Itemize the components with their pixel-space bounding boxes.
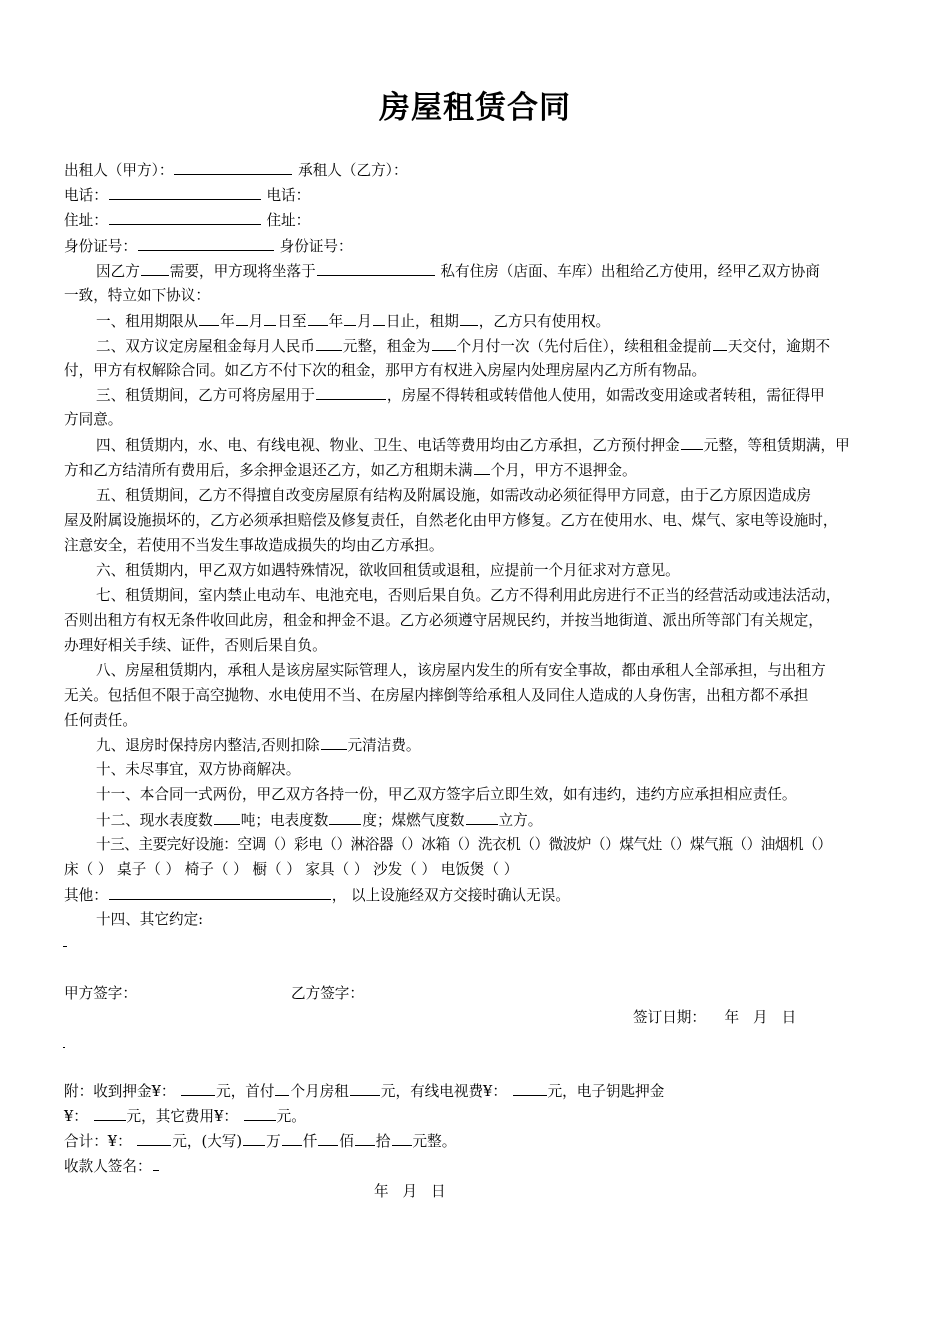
party-b-signature: 乙方签字： [291, 985, 364, 1002]
receipt-text-i: 合计：¥： [64, 1133, 132, 1150]
phone2-label: 电话： [266, 187, 311, 204]
sign-date-value: 年 月 日 [724, 1009, 797, 1026]
intro-text-b: 需要，甲方现将坐落于 [169, 263, 316, 280]
receipt-text-a: 附：收到押金¥： [64, 1083, 176, 1100]
id-blank[interactable] [138, 234, 274, 251]
id-line [64, 234, 353, 259]
c4-text-b: 元整，等租赁期满，甲 [703, 437, 850, 454]
c9-text-a: 九、退房时保持房内整洁,否则扣除 [96, 737, 320, 754]
c12-blank-water[interactable] [214, 808, 240, 825]
lessee-label: 承租人（乙方）： [298, 162, 408, 179]
c1-text-h: ，乙方只有使用权。 [478, 313, 611, 330]
receipt-text-f: ¥： [64, 1108, 88, 1125]
lessor-label: 出租人（甲方）： [64, 162, 174, 179]
receipt-date: 年 月 日 [374, 1183, 446, 1200]
intro-line-1 [96, 259, 820, 284]
phone-line [64, 183, 310, 208]
c1-text-b: 年 [220, 313, 235, 330]
clause-5-line-3: 注意安全，若使用不当发生事故造成损失的均由乙方承担。 [64, 537, 444, 554]
receipt-text-m: 佰 [339, 1133, 354, 1150]
c4-blank-deposit[interactable] [681, 433, 703, 450]
clause-12 [96, 808, 542, 833]
c2-text-a: 二、双方议定房屋租金每月人民币 [96, 338, 315, 355]
receipt-blank-total[interactable] [137, 1129, 171, 1146]
c4-text-a: 四、租赁期内，水、电、有线电视、物业、卫生、电话等费用均由乙方承担，乙方预付押金 [96, 437, 680, 454]
c9-text-b: 元清洁费。 [347, 737, 421, 754]
receipt-blank-key[interactable] [94, 1104, 126, 1121]
c2-text-d: 天交付，逾期不 [727, 338, 831, 355]
clause-2-line-2: 付，甲方有权解除合同。如乙方不付下次的租金，那甲方有权进入房屋内处理房屋内乙方所有物品。 [64, 362, 707, 379]
c1-text-c: 月 [248, 313, 264, 330]
c12-text-b: 吨；电表度数 [240, 812, 329, 829]
clause-3-line-1 [96, 383, 825, 408]
receipt-text-b: 元，首付 [216, 1083, 275, 1100]
receipt-text-j: 元，(大写) [172, 1133, 243, 1150]
c1-text-f: 月 [357, 313, 372, 330]
lessor-line [64, 158, 408, 183]
c1-blank-3[interactable] [264, 309, 276, 326]
c3-blank-usage[interactable] [316, 383, 386, 400]
receipt-text-l: 仟 [302, 1133, 318, 1150]
receipt-blank-qian[interactable] [282, 1129, 302, 1146]
clause-1 [96, 309, 610, 334]
clause-10: 十、未尽事宜，双方协商解决。 [96, 761, 301, 778]
clause-8-line-2: 无关。包括但不限于高空抛物、水电使用不当、在房屋内摔倒等给承租人及同住人造成的人身伤害，出租方都不承担 [64, 687, 809, 704]
receipt-text-k: 万 [266, 1133, 281, 1150]
receipt-line-1 [64, 1079, 664, 1104]
lessor-blank[interactable] [174, 158, 292, 175]
c2-text-c: 个月付一次（先付后住），续租租金提前 [456, 338, 712, 355]
clause-7-line-1: 七、租赁期间，室内禁止电动车、电池充电，否则后果自负。乙方不得利用此房进行不正当的经营活动或违法活动， [96, 587, 841, 604]
address-line [64, 208, 310, 233]
receipt-text-d: 元，有线电视费¥： [380, 1083, 507, 1100]
clause-7-line-3: 办理好相关手续、证件，否则后果自负。 [64, 637, 327, 654]
c4-text-c: 方和乙方结清所有费用后，多余押金退还乙方，如乙方租期未满 [64, 462, 473, 479]
clause-6: 六、租赁期内，甲乙双方如遇特殊情况，欲收回租赁或退租，应提前一个月征求对方意见。 [96, 562, 680, 579]
c2-blank-days[interactable] [713, 334, 727, 351]
c1-blank-1[interactable] [199, 309, 219, 326]
clause-5-line-2: 屋及附属设施损坏的，乙方必须承担赔偿及修复责任，自然老化由甲方修复。乙方在使用水、电、煤气、家电等设施时， [64, 512, 838, 529]
receipt-blank-yuan[interactable] [392, 1129, 412, 1146]
clause-2-line-1 [96, 334, 830, 359]
address-blank[interactable] [109, 208, 261, 225]
receipt-blank-shi[interactable] [355, 1129, 375, 1146]
phone-blank[interactable] [109, 183, 261, 200]
c1-text-e: 年 [328, 313, 344, 330]
c2-blank-rent[interactable] [316, 334, 342, 351]
receipt-blank-tv[interactable] [513, 1079, 547, 1096]
marker-dash [63, 946, 67, 947]
c12-blank-electric[interactable] [329, 808, 361, 825]
c12-blank-gas[interactable] [466, 808, 498, 825]
clause-11: 十一、本合同一式两份，甲乙双方各持一份，甲乙双方签字后立即生效，如有违约，违约方应承担相应责任。 [96, 786, 797, 803]
receipt-blank-other[interactable] [244, 1104, 276, 1121]
clause-7-line-2: 否则出租方有权无条件收回此房，租金和押金不退。乙方必须遵守居规民约，并按当地街道、派出所等部门有关规定， [64, 612, 823, 629]
receipt-text-o: 元整。 [412, 1133, 457, 1150]
clause-13-line-1: 十三、主要完好设施：空调（）彩电（）淋浴器（）冰箱（）洗衣机（）微波炉（）煤气灶（）煤气瓶（）油烟机（） [96, 836, 832, 853]
intro-text-c: 私有住房（店面、车库）出租给乙方使用，经甲乙双方协商 [440, 263, 820, 280]
address2-label: 住址： [266, 212, 311, 229]
clause-8-line-3: 任何责任。 [64, 712, 137, 729]
c1-text-a: 一、租用期限从 [96, 313, 199, 330]
clause-4-line-2 [64, 458, 637, 483]
receipt-text-n: 拾 [375, 1133, 391, 1150]
intro-blank-need[interactable] [141, 259, 169, 276]
c12-text-d: 立方。 [498, 812, 543, 829]
c1-blank-5[interactable] [344, 309, 356, 326]
c12-text-a: 十二、现水表度数 [96, 812, 213, 829]
intro-blank-location[interactable] [317, 259, 435, 276]
sign-date [633, 1006, 796, 1030]
clause-13-line-2: 床（ ） 桌子（ ） 椅子（ ） 橱（ ） 家具（ ） 沙发（ ） 电饭煲（ ） [64, 861, 519, 878]
c2-blank-months[interactable] [432, 334, 456, 351]
phone-label: 电话： [64, 187, 108, 204]
clause-13-line-3 [64, 883, 570, 908]
receipt-line-4 [64, 1154, 160, 1179]
c3-text-b: ，房屋不得转租或转借他人使用，如需改变用途或者转租，需征得甲 [386, 387, 825, 404]
c4-blank-months[interactable] [474, 458, 490, 475]
receipt-blank-months[interactable] [275, 1079, 289, 1096]
intro-text-a: 因乙方 [96, 263, 140, 280]
c13-blank-other[interactable] [109, 883, 331, 900]
payee-signature-blank[interactable] [153, 1154, 159, 1171]
c4-text-d: 个月，甲方不退押金。 [490, 462, 637, 479]
clause-4-line-1 [96, 433, 850, 458]
receipt-text-e: 元，电子钥匙押金 [547, 1083, 665, 1100]
c3-text-a: 三、租赁期间，乙方可将房屋用于 [96, 387, 315, 404]
c1-blank-2[interactable] [236, 309, 248, 326]
intro-line-2: 一致，特立如下协议： [64, 287, 210, 304]
party-a-signature: 甲方签字： [64, 985, 137, 1002]
receipt-blank-bai[interactable] [318, 1129, 338, 1146]
marker-dot [63, 1047, 65, 1048]
address-label: 住址： [64, 212, 108, 229]
c13-text-other: 其他： [64, 887, 108, 904]
receipt-text-h: 元。 [276, 1108, 306, 1125]
receipt-blank-rent[interactable] [350, 1079, 380, 1096]
receipt-line-2 [64, 1104, 306, 1129]
c1-blank-6[interactable] [373, 309, 385, 326]
c9-blank-fee[interactable] [321, 733, 347, 750]
receipt-blank-deposit[interactable] [181, 1079, 215, 1096]
clause-14: 十四、其它约定: [96, 911, 204, 928]
c1-blank-7[interactable] [460, 309, 478, 326]
clause-3-line-2: 方同意。 [64, 411, 123, 428]
id2-label: 身份证号： [279, 238, 353, 255]
clause-8-line-1: 八、房屋租赁期内，承租人是该房屋实际管理人，该房屋内发生的所有安全事故，都由承租人全部承担，与出租方 [96, 662, 826, 679]
c12-text-c: 度；煤燃气度数 [362, 812, 465, 829]
receipt-blank-wan[interactable] [243, 1129, 265, 1146]
sign-date-label: 签订日期： [633, 1009, 706, 1026]
payee-signature-label: 收款人签名： [64, 1158, 152, 1175]
receipt-line-3 [64, 1129, 456, 1154]
c2-text-b: 元整，租金为 [342, 338, 431, 355]
id-label: 身份证号： [64, 238, 137, 255]
page-title: 房屋租赁合同 [379, 90, 571, 126]
c1-blank-4[interactable] [308, 309, 328, 326]
c1-text-g: 日止，租期 [385, 313, 459, 330]
c13-text-confirm: ， 以上设施经双方交接时确认无误。 [331, 887, 570, 904]
clause-9 [96, 733, 421, 758]
c1-text-d: 日至 [277, 313, 307, 330]
receipt-text-g: 元，其它费用¥： [126, 1108, 238, 1125]
clause-5-line-1: 五、租赁期间，乙方不得擅自改变房屋原有结构及附属设施，如需改动必须征得甲方同意，由于乙方原因造成房 [96, 487, 812, 504]
receipt-text-c: 个月房租 [290, 1083, 349, 1100]
